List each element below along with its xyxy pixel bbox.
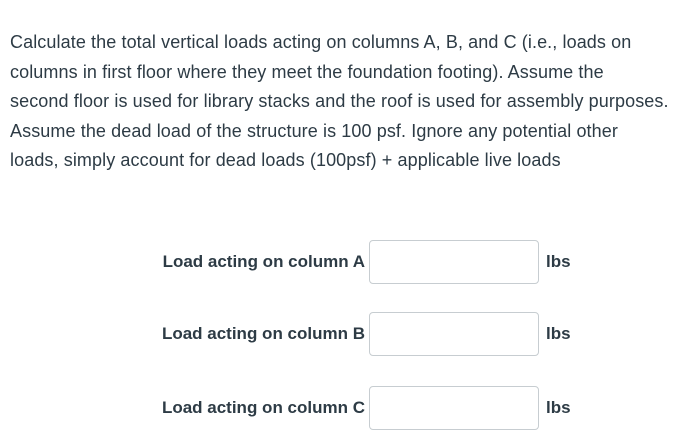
question-line: second floor is used for library stacks and the roof is used for assembly purposes.: [10, 91, 669, 111]
column-b-load-input[interactable]: [369, 312, 539, 356]
column-c-unit: lbs: [546, 398, 571, 417]
question-line: columns in first floor where they meet the foundation footing). Assume the: [10, 61, 604, 82]
column-c-label: Load acting on column C: [161, 398, 365, 417]
question-line: Calculate the total vertical loads acting on columns A, B, and C (i.e., loads on: [10, 32, 632, 52]
question-text: [10, 28, 700, 176]
column-c-load-input[interactable]: [369, 386, 539, 430]
answer-row-column-c: [0, 386, 700, 430]
column-a-unit: lbs: [546, 252, 571, 271]
question-line: Assume the dead load of the structure is 100 psf. Ignore any potential other: [10, 120, 618, 141]
answer-row-column-b: [0, 312, 700, 356]
column-a-label: Load acting on column A: [162, 252, 365, 271]
answer-row-column-a: [0, 240, 700, 284]
question-line: loads, simply account for dead loads (100psf) + applicable live loads: [10, 150, 561, 170]
column-b-label: Load acting on column B: [161, 324, 365, 343]
column-b-unit: lbs: [546, 324, 571, 343]
column-a-load-input[interactable]: [369, 240, 539, 284]
